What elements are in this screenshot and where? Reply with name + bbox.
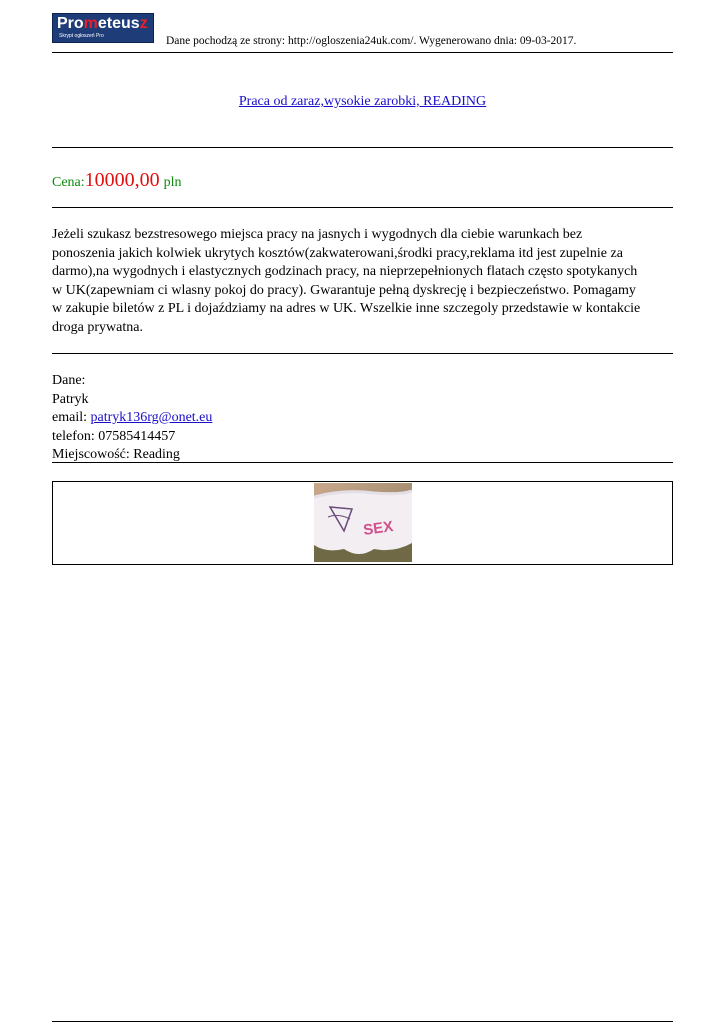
phone-value: 07585414457 [98,428,176,444]
contact-phone-row [52,428,212,447]
source-line: Dane pochodzą ze strony: http://ogloszenia24uk.com/. Wygenerowano dnia: 09-03-2017. [166,35,577,47]
ad-description [52,226,677,337]
phone-label: telefon: [52,428,99,444]
footer-divider [52,1021,673,1022]
image-box [52,481,673,565]
description-line: darmo),na wygodnych i elastycznych godzinach pracy, na nieprzepełnionych flatach często spotykanych [52,264,638,279]
price-currency: pln [163,175,182,190]
city-label: Miejscowość: [52,447,134,462]
price-value: 10000,00 [84,169,160,191]
logo-tagline: Skrypt ogłoszeń Pro [59,33,104,39]
description-line: ponoszenia jakich kolwiek ukrytych kosztów(zakwaterowani,środki pracy,reklama itd jest zupelnie za [52,245,623,261]
contact-block [52,372,212,465]
email-label: email: [52,410,91,425]
price-label: Cena: [52,175,85,190]
ad-photo[interactable] [314,483,412,562]
description-line: Jeżeli szukasz bezstresowego miejsca pracy na jasnych i wygodnych dla ciebie warunkach bez [52,227,583,242]
contact-email-row [52,409,212,428]
price [52,169,182,192]
description-line: w UK(zapewniam ci wlasny pokoj do pracy). Gwarantuje pełną dyskrecję i bezpieczeństwo. Pomagamy [52,282,636,298]
header-divider [52,52,673,53]
ad-title [52,94,673,110]
photo-thumbnail-icon [314,483,412,562]
contact-heading: Dane: [52,373,86,388]
ad-title-link[interactable]: Praca od zaraz,wysokie zarobki, READING [238,94,487,109]
description-line: w zakupie biletów z PL i dojaździamy na adres w UK. Wszelkie inne szczegoly przedstawie w kontakcie [52,301,641,316]
city-value: Reading [133,447,180,462]
logo-wordmark: Prometeusz [57,15,148,32]
photo-text: SEX [362,517,395,539]
description-line: droga prywatna. [52,319,143,335]
contact-name: Patryk [52,391,89,407]
description-divider [52,353,673,354]
email-link[interactable]: patryk136rg@onet.eu [90,410,213,425]
contact-divider [52,462,673,463]
prometeusz-logo [52,13,154,43]
title-divider [52,147,673,148]
price-divider [52,207,673,208]
